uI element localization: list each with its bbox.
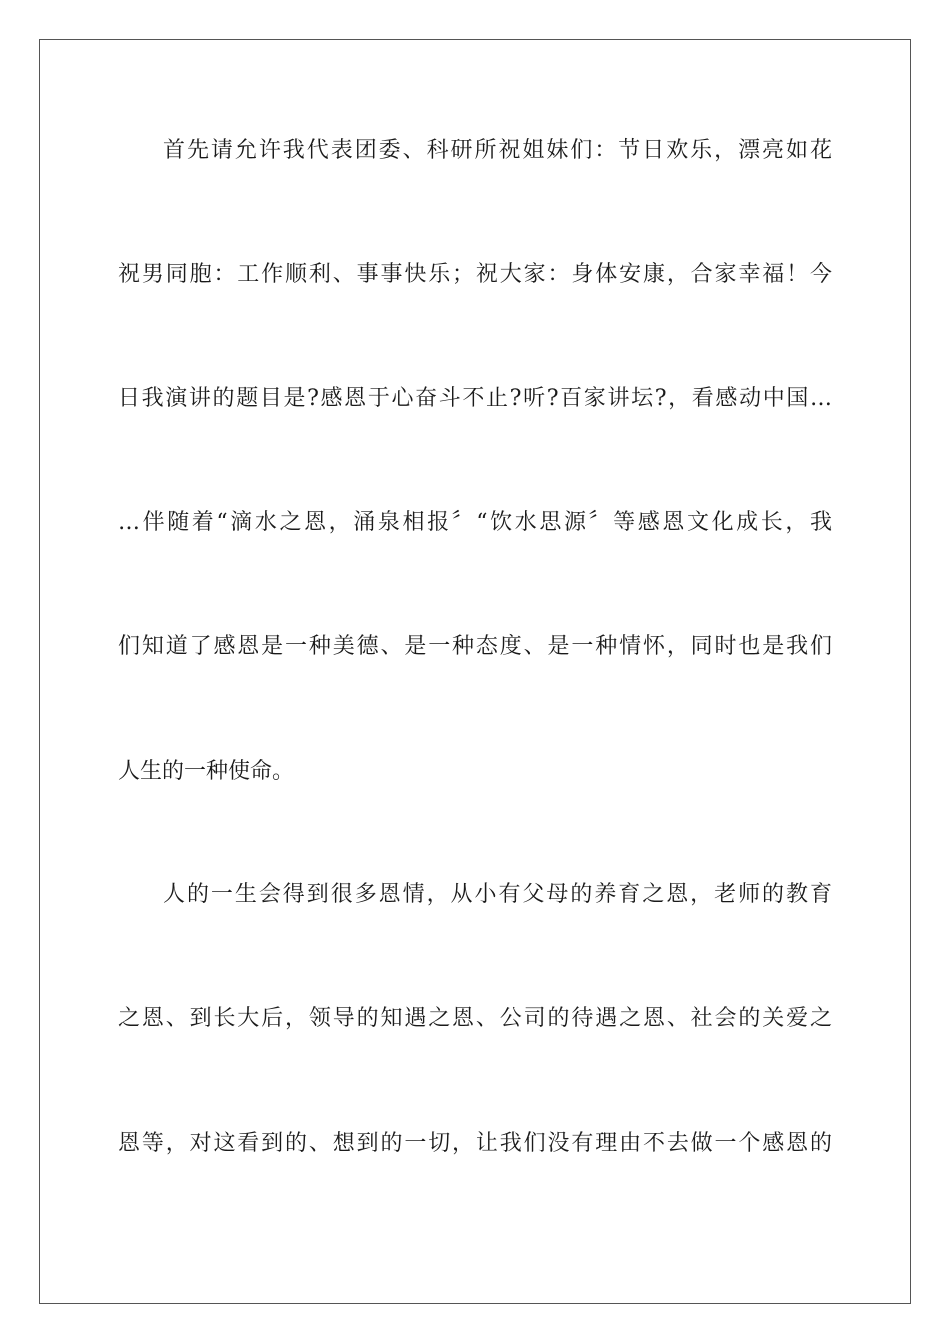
paragraph-2-line-2: 之恩、到长大后，领导的知遇之恩、公司的待遇之恩、社会的关爱之 bbox=[118, 1006, 832, 1031]
paragraph-1-line-5: 们知道了感恩是一种美德、是一种态度、是一种情怀，同时也是我们 bbox=[118, 634, 832, 659]
paragraph-1-line-6: 人生的一种使命。 bbox=[118, 759, 295, 784]
paragraph-1-line-3: 日我演讲的题目是?感恩于心奋斗不止?听?百家讲坛?，看感动中国… bbox=[118, 386, 832, 411]
paragraph-1-line-1: 首先请允许我代表团委、科研所祝姐妹们：节日欢乐，漂亮如花 bbox=[163, 138, 832, 163]
paragraph-1-line-4: …伴随着“滴水之恩，涌泉相报〞“饮水思源〞等感恩文化成长，我 bbox=[118, 510, 832, 535]
paragraph-1-line-2: 祝男同胞：工作顺利、事事快乐；祝大家：身体安康，合家幸福！今 bbox=[118, 262, 832, 287]
page-border bbox=[39, 39, 911, 1304]
paragraph-2-line-3: 恩等，对这看到的、想到的一切，让我们没有理由不去做一个感恩的 bbox=[118, 1131, 832, 1156]
paragraph-2-line-1: 人的一生会得到很多恩情，从小有父母的养育之恩，老师的教育 bbox=[163, 882, 832, 907]
